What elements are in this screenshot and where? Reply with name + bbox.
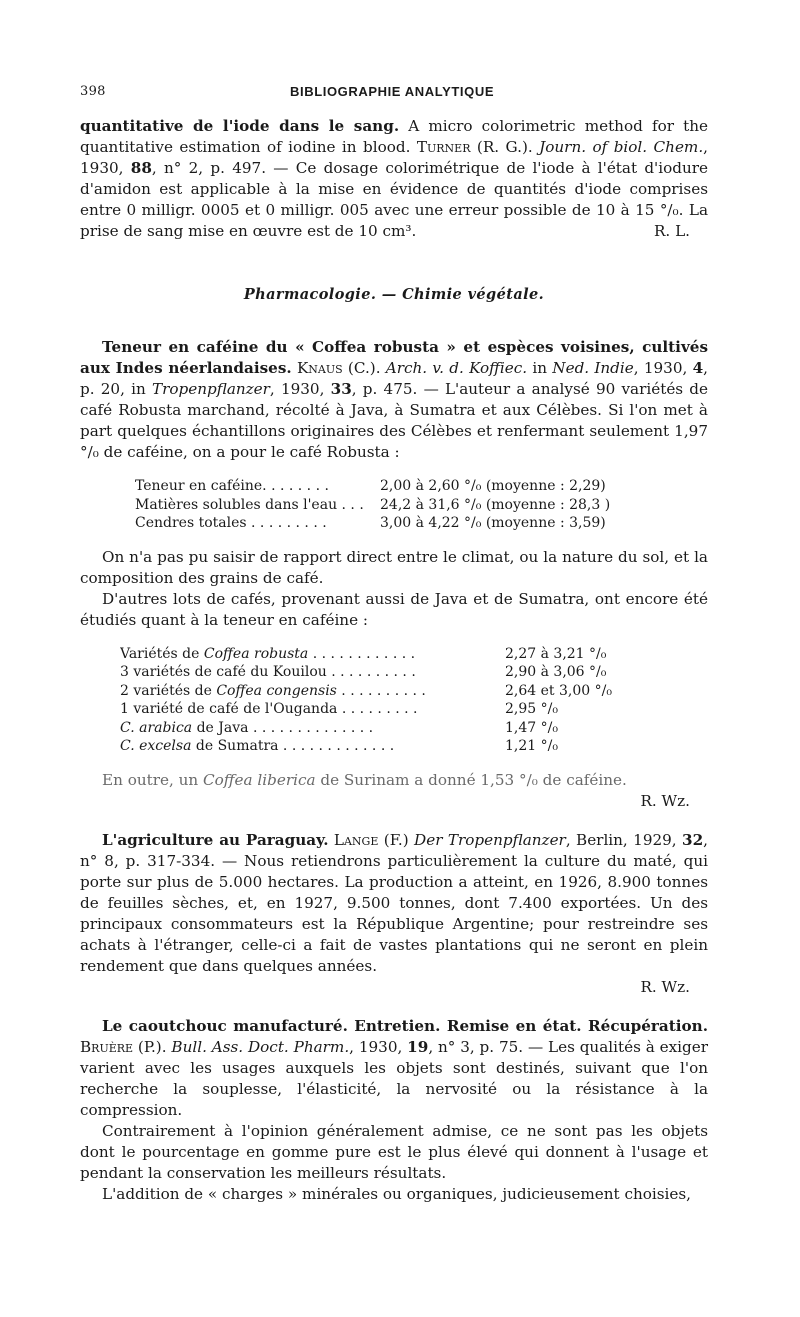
article-paraguay: L'agriculture au Paraguay. Lange (F.) Der Tropenpflanzer, Berlin, 1929, 32, n° 8, p. 317-334. — Nous retiendrons particulièrement la culture du maté, qui porte sur plus de 5.000 hectares. La production a atteint, en 1926, 8.900 tonnes de feuilles sèches, et, en 1927, 9.500 tonnes, dont 7.400 exportées. Un des principaux consommateurs est la République Argentine; pour restreindre ses achats à l'étranger, celle-ci a fait de vastes plantations qui ne seront en plein rendement que dans quelques années. — [80, 830, 708, 975]
table-row: 1 variété de café de l'Ouganda . . . . . . . . . 2,95 °/₀ — [120, 701, 558, 717]
article-caoutchouc: Le caoutchouc manufacturé. Entretien. Remise en état. Récupération. Bruère (P.). Bull. Ass. Doct. Pharm., 1930, 19, n° 3, p. 75. — Les qualités à exiger varient avec les usages auxquels les objets sont destinés, suivant que l'on recherche la souplesse, l'élasticité, la nervosité ou la résistance à la compression. — [80, 1016, 709, 1119]
signature: R. L. — [653, 222, 690, 240]
paragraph: En outre, un Coffea liberica de Surinam a donné 1,53 °/₀ de caféine. — [102, 770, 627, 789]
signature: R. Wz. — [640, 977, 690, 996]
page — [80, 84, 708, 1205]
paragraph: D'autres lots de cafés, provenant aussi de Java et de Sumatra, ont encore été étudiés quant à la teneur en caféine : — [80, 589, 708, 629]
table-row: C. excelsa de Sumatra . . . . . . . . . . . . . 1,21 °/₀ — [120, 738, 558, 754]
author: Turner — [416, 138, 471, 156]
caffeine-table — [135, 477, 708, 533]
paragraph: L'addition de « charges » minérales ou organiques, judicieusement choisies, — [102, 1184, 691, 1203]
section-heading: Pharmacologie. — Chimie végétale. — [243, 286, 545, 303]
page-number: 398 — [80, 84, 106, 99]
varieties-table — [120, 645, 708, 756]
table-row: C. arabica de Java . . . . . . . . . . . . . . 1,47 °/₀ — [120, 719, 558, 736]
article-title: Le caoutchouc manufacturé. Entretien. Remise en état. Récupération. — [102, 1016, 708, 1035]
author: Bruère — [80, 1037, 134, 1056]
article-title: quantitative de l'iode dans le sang. — [80, 117, 400, 135]
author: Lange — [333, 830, 379, 849]
table-row: Matières solubles dans l'eau . . . 24,2 à 31,6 °/₀ (moyenne : 28,3 ) — [135, 496, 611, 513]
running-title: BIBLIOGRAPHIE ANALYTIQUE — [290, 84, 495, 99]
article-caffeine: Teneur en caféine du « Coffea robusta » et espèces voisines, cultivés aux Indes néerlandaises. Knaus (C.). Arch. v. d. Koffiec. in Ned. Indie, 1930, 4, p. 20, in Tropenpflanzer, 1930, 33, p. 475. — L'auteur a analysé 90 variétés de café Robusta marchand, récolté à Java, à Sumatra et aux Célèbes. Si l'on met à part quelques échantillons originaires des Célèbes et renfermant seulement 1,97 °/₀ de caféine, on a pour le café Robusta : — [80, 338, 709, 461]
page-header — [80, 84, 708, 108]
signature: R. Wz. — [640, 791, 690, 810]
table-row: Cendres totales . . . . . . . . . 3,00 à 4,22 °/₀ (moyenne : 3,59) — [135, 515, 606, 531]
table-row: Teneur en caféine. . . . . . . . 2,00 à 2,60 °/₀ (moyenne : 2,29) — [135, 478, 606, 494]
signature-line — [80, 791, 708, 812]
paragraph: On n'a pas pu saisir de rapport direct entre le climat, ou la nature du sol, et la composition des grains de café. — [80, 547, 708, 587]
paragraph: Contrairement à l'opinion généralement admise, ce ne sont pas les objets dont le pourcentage en gomme pure est le plus élevé qui donnent à l'usage et pendant la conservation les meilleurs résultats. — [80, 1121, 708, 1182]
article-iodine: quantitative de l'iode dans le sang. A micro colorimetric method for the quantitative estimation of iodine in blood. Turner (R. G.). Journ. of biol. Chem., 1930, 88, n° 2, p. 497. — Ce dosage colorimétrique de l'iode à l'état d'iodure d'amidon est applicable à la mise en évidence de quantités d'iode comprises entre 0 milligr. 0005 et 0 milligr. 005 avec une erreur possible de 10 à 15 °/₀. La prise de sang mise en œuvre est de 10 cm³. R. L. — [80, 117, 709, 240]
article-title: Teneur en caféine du « Coffea robusta » et espèces voisines, cultivés aux Indes néerlandaises. — [80, 338, 708, 377]
journal: Journ. of biol. — [539, 138, 648, 156]
table-row: 2 variétés de Coffea congensis . . . . . . . . . . 2,64 et 3,00 °/₀ — [120, 682, 612, 699]
table-row: 3 variétés de café du Kouilou . . . . . . . . . . 2,90 à 3,06 °/₀ — [120, 664, 607, 680]
table-row: Variétés de Coffea robusta . . . . . . . . . . . . 2,27 à 3,21 °/₀ — [120, 645, 607, 662]
author: Knaus — [296, 359, 343, 377]
article-title: L'agriculture au Paraguay. — [102, 830, 329, 849]
signature-line — [80, 977, 708, 998]
